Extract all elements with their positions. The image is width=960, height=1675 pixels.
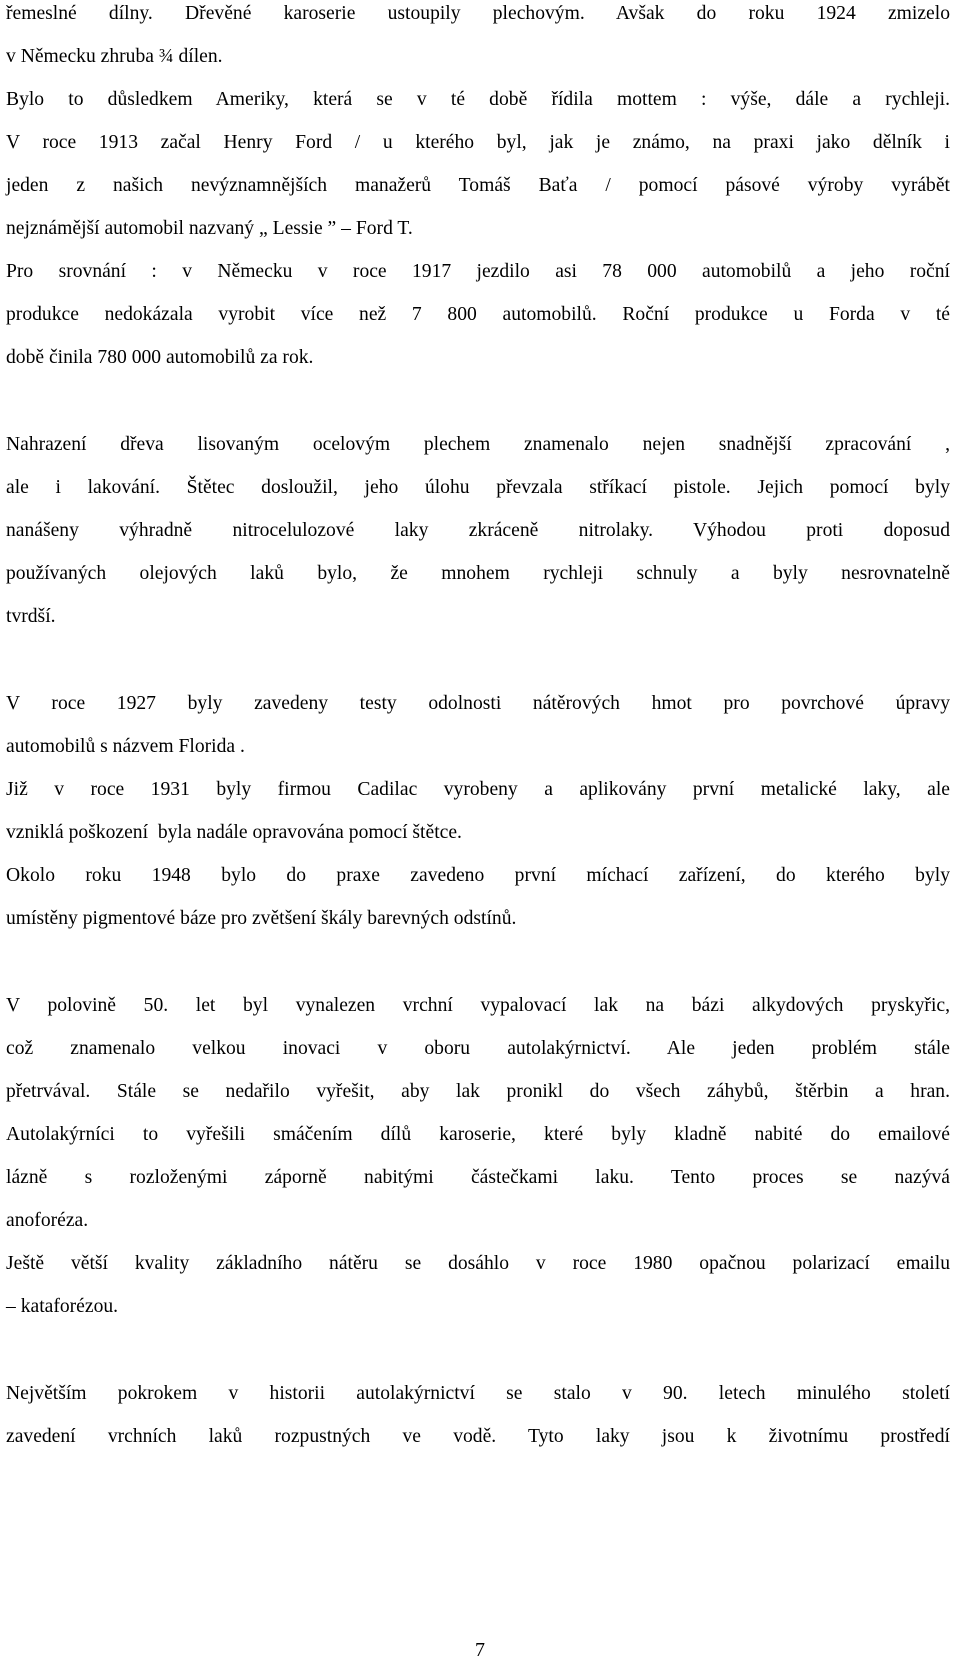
text-line: tvrdší.: [6, 606, 56, 627]
text-line: Ještě větší kvality základního nátěru se dosáhlo v roce 1980 opačnou polarizací emailu: [6, 1253, 950, 1274]
text-line: přetrvával. Stále se nedařilo vyřešit, aby lak pronikl do všech záhybů, štěrbin a hran.: [6, 1081, 950, 1102]
text-line: což znamenalo velkou inovaci v oboru autolakýrnictví. Ale jeden problém stále: [6, 1038, 950, 1059]
text-line: ale i lakování. Štětec dosloužil, jeho úlohu převzala stříkací pistole. Jejich pomocí byly: [6, 477, 950, 498]
text-line: – kataforézou.: [6, 1296, 119, 1317]
text-line: jeden z našich nevýznamnějších manažerů Tomáš Baťa / pomocí pásové výroby vyrábět: [6, 175, 950, 196]
text-line: umístěny pigmentové báze pro zvětšení škály barevných odstínů.: [6, 908, 517, 929]
text-line: V polovině 50. let byl vynalezen vrchní vypalovací lak na bázi alkydových pryskyřic,: [6, 995, 950, 1016]
text-line: v Německu zhruba ¾ dílen.: [6, 46, 223, 67]
text-line: Již v roce 1931 byly firmou Cadilac vyrobeny a aplikovány první metalické laky, ale: [6, 779, 950, 800]
page-number: 7: [475, 1639, 485, 1661]
text-line: Nahrazení dřeva lisovaným ocelovým plechem znamenalo nejen snadnější zpracování ,: [6, 434, 950, 455]
text-line: době činila 780 000 automobilů za rok.: [6, 347, 314, 368]
text-line: produkce nedokázala vyrobit více než 7 800 automobilů. Roční produkce u Forda v té: [6, 304, 950, 325]
text-line: vzniklá poškození byla nadále opravována pomocí štětce.: [6, 822, 462, 843]
text-line: nanášeny výhradně nitrocelulozové laky zkráceně nitrolaky. Výhodou proti doposud: [6, 520, 950, 541]
text-line: V roce 1927 byly zavedeny testy odolnosti nátěrových hmot pro povrchové úpravy: [6, 693, 950, 714]
text-line: používaných olejových laků bylo, že mnohem rychleji schnuly a byly nesrovnatelně: [6, 563, 950, 584]
text-line: anoforéza.: [6, 1210, 89, 1231]
text-line: Pro srovnání : v Německu v roce 1917 jezdilo asi 78 000 automobilů a jeho roční: [6, 261, 950, 282]
text-line: Okolo roku 1948 bylo do praxe zavedeno první míchací zařízení, do kterého byly: [6, 865, 950, 886]
text-line: Autolakýrníci to vyřešili smáčením dílů karoserie, které byly kladně nabité do emailové: [6, 1124, 950, 1145]
text-line: zavedení vrchních laků rozpustných ve vodě. Tyto laky jsou k životnímu prostředí: [6, 1426, 950, 1447]
text-line: Největším pokrokem v historii autolakýrnictví se stalo v 90. letech minulého století: [6, 1383, 950, 1404]
text-line: automobilů s názvem Florida .: [6, 736, 245, 757]
text-line: lázně s rozloženými záporně nabitými částečkami laku. Tento proces se nazývá: [6, 1167, 950, 1188]
text-line: řemeslné dílny. Dřevěné karoserie ustoupily plechovým. Avšak do roku 1924 zmizelo: [6, 3, 950, 24]
text-line: nejznámější automobil nazvaný „ Lessie ” – Ford T.: [6, 218, 413, 239]
text-line: V roce 1913 začal Henry Ford / u kterého byl, jak je známo, na praxi jako dělník i: [6, 132, 950, 153]
text-line: Bylo to důsledkem Ameriky, která se v té době řídila mottem : výše, dále a rychleji.: [6, 89, 950, 110]
